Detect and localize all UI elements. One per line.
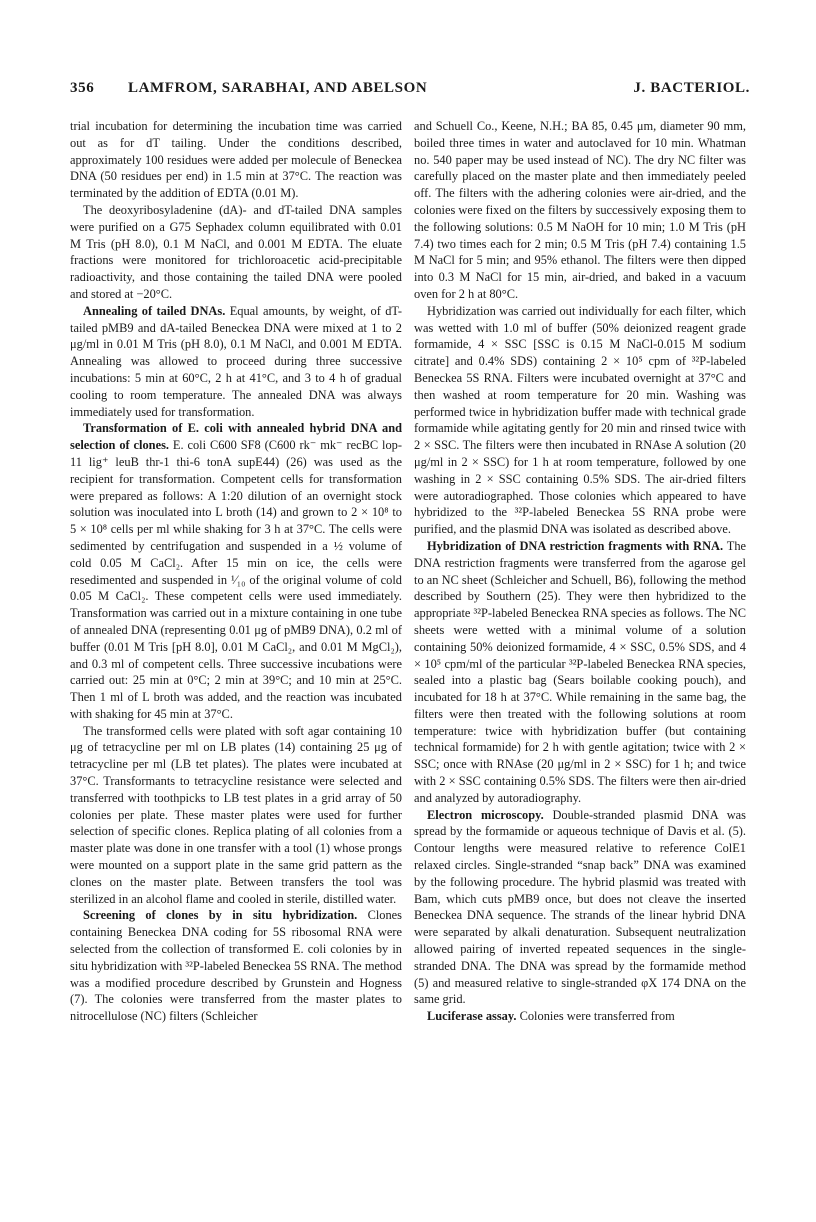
paragraph: Hybridization was carried out individually for each filter, which was wetted with 1.0 ml of buffer (50% deionized reagent grade formamide, 4 × SSC [SSC is 0.15 M NaCl-0.015 M sodium citrate] and 0.4% SDS) containing 2 × 10⁵ cpm of ³²P-labeled Beneckea 5S RNA. Filters were incubated overnight at 37°C and then washed at room temperature for 20 min. Washing was performed twice in hybridization buffer made with technical grade formamide while agitating gently for 20 min and rinsed twice with 2 × SSC. The filters were then incubated in RNAse A solution (20 μg/ml in 2 × SSC) for 1 h at room temperature, followed by one washing in 2 × SSC containing 0.5% SDS. The air-dried filters were autoradiographed. Those colonies which appeared to have hybridized to the ³²P-labeled Beneckea 5S RNA probe were purified, and the plasmid DNA was isolated as described above. (414, 303, 746, 537)
section-heading: Transformation of E. coli with annealed hybrid DNA and selection of clones. (70, 421, 402, 453)
paragraph-text: E. coli C600 SF8 (C600 rk⁻ mk⁻ recBC lop-11 lig⁺ leuB thr-1 thi-6 tonA supE44) (26) was used as the recipient for transformation. Competent cells for transformation were prepared as follows: A 1:20 dilution of an overnight stock solution was inoculated into L broth (14) and grown to 2 × 10⁸ to 5 × 10⁸ cells per ml while shaking for 3 h at 37°C. The cells were sedimented by centrifugation and suspended in a ½ volume of cold 0.05 M CaCl₂. After 15 min on ice, the cells were resedimented and suspended in ¹⁄₁₀ of the original volume of cold 0.05 M CaCl₂. These competent cells were used immediately. Transformation was carried out in a mixture containing in one tube of annealed DNA (representing 0.01 μg of pMB9 DNA), 0.2 ml of buffer (0.01 M Tris [pH 8.0], 0.01 M CaCl₂, and 0.01 M MgCl₂), and 0.3 ml of competent cells. Three successive incubations were carried out: 25 min at 0°C; 2 min at 39°C; and 10 min at 25°C. Then 1 ml of L broth was added, and the reaction was incubated with shaking for 45 min at 37°C. (70, 438, 402, 721)
paragraph (70, 303, 402, 421)
paragraph: trial incubation for determining the incubation time was carried out as for dT tailing. Under the conditions described, approximately 100 residues were added per molecule of Beneckea DNA (50 residues per end) in 1.5 min at 37°C. The reaction was terminated by the addition of EDTA (0.01 M). (70, 119, 402, 201)
section-heading: Electron microscopy. (427, 807, 544, 822)
paragraph-text: Double-stranded plasmid DNA was spread by the formamide or aqueous technique of Davis et al. (5). Contour lengths were measured relative to reference ColE1 relaxed circles. Single-stranded “snap back” DNA was examined by the following procedure. The hybrid plasmid was treated with Bam, which cuts pMB9 once, but does not cleave the inserted Beneckea DNA sequence. The strands of the linear hybrid DNA were separated by alkali denaturation. Subsequent neutralization allowed pairing of inverted repeated sequences in the single-stranded DNA. The DNA was spread by the formamide method (5) and measured relative to single-stranded φX 174 DNA on the same grid. (414, 807, 746, 1007)
paragraph: The deoxyribosyladenine (dA)- and dT-tailed DNA samples were purified on a G75 Sephadex column equilibrated with 0.01 M Tris (pH 8.0), 0.1 M NaCl, and 0.001 M EDTA. The eluate fractions were monitored for trichloroacetic acid-precipitable radioactivity, and those containing the tailed DNA were pooled and stored at −20°C. (70, 202, 402, 301)
section-heading: Luciferase assay. (427, 1009, 517, 1024)
paragraph-text: Equal amounts, by weight, of dT-tailed pMB9 and dA-tailed Beneckea DNA were mixed at 1 to 2 μg/ml in 0.01 M Tris (pH 8.0), 0.1 M NaCl, and 0.001 M EDTA. Annealing was allowed to proceed during three successive incubations: 5 min at 60°C, 2 h at 41°C, and 3 to 4 h of gradual cooling to room temperature. The annealed DNA was always immediately used for transformation. (70, 303, 402, 419)
paragraph-text: Clones containing Beneckea DNA coding for 5S ribosomal RNA were selected from the collection of transformed E. coli colonies by in situ hybridization with ³²P-labeled Beneckea 5S RNA. The method was a modified procedure described by Grunstein and Hogness (7). The colonies were transferred from the master plates to nitrocellulose (NC) filters (Schleicher (70, 908, 402, 1024)
paragraph (414, 538, 746, 807)
section-heading: Screening of clones by in situ hybridization. (83, 908, 358, 923)
paragraph (70, 907, 402, 1025)
paragraph: and Schuell Co., Keene, N.H.; BA 85, 0.45 μm, diameter 90 mm, boiled three times in water and autoclaved for 10 min. Whatman no. 540 paper may be used instead of NC). The dry NC filter was carefully placed on the master plate and then immediately peeled off. The filters with the adhering colonies were air-dried, and the colonies were fixed on the filters by successively exposing them to the following solutions: 0.5 M NaOH for 10 min; 1.0 M Tris (pH 7.4) two times each for 2 min; 0.5 M Tris (pH 7.4) containing 1.5 M NaCl for 5 min; and 95% ethanol. The filters were then dipped into 0.3 M NaCl for 15 min, air-dried, and baked in a vacuum oven for 2 h at 80°C. (414, 119, 746, 301)
left-column (70, 118, 402, 1025)
page-number: 356 (70, 80, 95, 96)
paragraph: The transformed cells were plated with soft agar containing 10 μg of tetracycline per ml on LB plates (14) containing 25 μg of tetracycline per ml (LB tet plates). The plates were incubated at 37°C. Transformants to tetracycline resistance were selected and transferred with toothpicks to LB test plates in a grid array of 50 colonies per plate. These master plates were used for further selection of specific clones. Replica plating of all colonies from a master plate was done in one transfer with a tool (1) whose prongs were mounted on a support plate in the same grid pattern as the clones on the master plate. Between transfers the tool was sterilized in an alcohol flame and cooled in sterile, distilled water. (70, 723, 402, 906)
running-head-authors: LAMFROM, SARABHAI, AND ABELSON (128, 80, 428, 96)
running-header (70, 80, 750, 104)
paragraph (414, 1008, 746, 1025)
paragraph (70, 420, 402, 722)
paragraph (414, 807, 746, 1009)
right-column (414, 118, 746, 1025)
paragraph-text: Colonies were transferred from (519, 1009, 675, 1024)
journal-name: J. BACTERIOL. (633, 80, 750, 96)
section-heading: Hybridization of DNA restriction fragments with RNA. (427, 538, 724, 553)
paragraph-text: The DNA restriction fragments were transferred from the agarose gel to an NC sheet (Schleicher and Schuell, B6), following the method described by Southern (25). They were then hybridized to the appropriate ³²P-labeled Beneckea RNA species as follows. The NC sheets were wetted with a minimal volume of a solution containing 50% deionized formamide, 4 × SSC, 0.5% SDS, and 4 × 10⁵ cpm/ml of the particular ³²P-labeled Beneckea RNA species, sealed into a plastic bag (Sears boilable cooking pouch), and incubated for 18 h at 37°C. While remaining in the same bag, the filters were then treated with the following solutions at room temperature: twice with hybridization buffer (but containing technical formamide) for 2 h with gentle agitation; twice with 2 × SSC; once with RNAse (20 μg/ml in 2 × SSC) for 1 h; and twice with 2 × SSC containing 0.5% SDS. The filters were then air-dried and analyzed by autoradiography. (414, 538, 747, 805)
section-heading: Annealing of tailed DNAs. (83, 303, 226, 318)
